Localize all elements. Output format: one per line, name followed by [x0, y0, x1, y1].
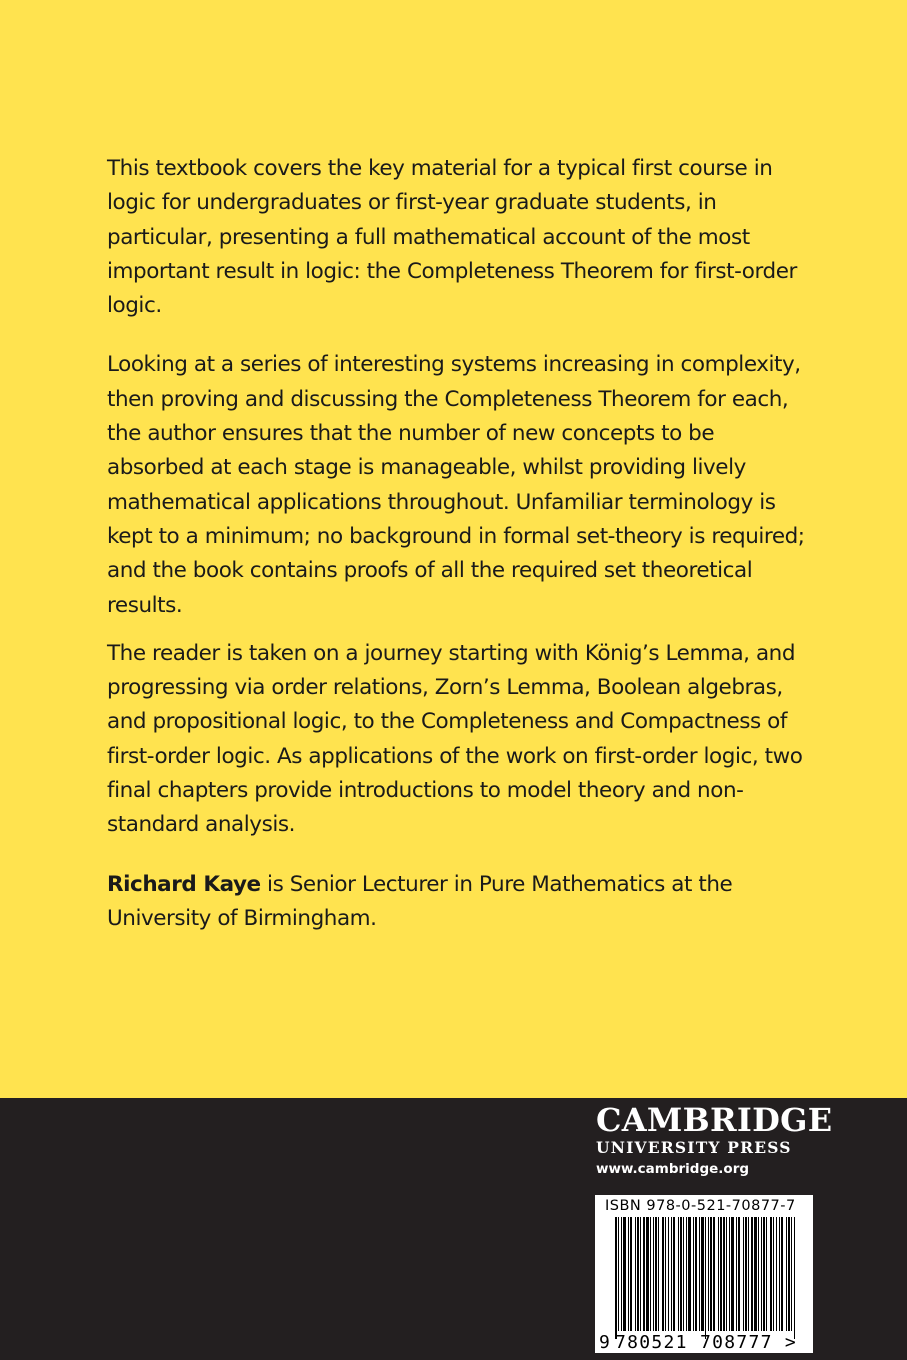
- back-cover-blurb: [107, 152, 807, 936]
- ean-digits: 780521 708777 >: [615, 1332, 798, 1353]
- barcode-panel: [595, 1195, 813, 1353]
- isbn-label: ISBN 978-0-521-70877-7: [605, 1198, 796, 1214]
- author-bio-text: is Senior Lecturer in Pure Mathematics at the University of Birmingham.: [107, 871, 733, 931]
- publisher-logo: [596, 1101, 833, 1180]
- blurb-paragraph-2: Looking at a series of interesting systems increasing in complexity, then proving and discussing the Completeness Theorem for each, the author ensures that the number of new concepts to be absorbed at each stage is manageable, whilst providing lively mathematical applications throughout. Unfamiliar terminology is kept to a minimum; no background in formal set-theory is required; and the book contains proofs of all the required set theoretical results.: [107, 352, 805, 618]
- publisher-name: CAMBRIDGE: [596, 1101, 833, 1139]
- author-bio: [107, 868, 807, 937]
- publisher-url: www.cambridge.org: [596, 1161, 750, 1177]
- blurb-paragraph-1: This textbook covers the key material for a typical first course in logic for undergraduates or first-year graduate students, in particular, presenting a full mathematical account of the most important result in logic: the Completeness Theorem for first-order logic.: [107, 156, 797, 319]
- barcode-icon: [595, 1195, 813, 1353]
- publisher-subtitle: UNIVERSITY PRESS: [596, 1138, 792, 1157]
- blurb-paragraph-3: The reader is taken on a journey starting with König’s Lemma, and progressing via order relations, Zorn’s Lemma, Boolean algebras, and propositional logic, to the Completeness and Compactness of first-order logic. As applications of the work on first-order logic, two final chapters provide introductions to model theory and non-standard analysis.: [107, 640, 803, 838]
- ean-first-digit: 9: [599, 1332, 610, 1353]
- author-name: Richard Kaye: [107, 871, 261, 897]
